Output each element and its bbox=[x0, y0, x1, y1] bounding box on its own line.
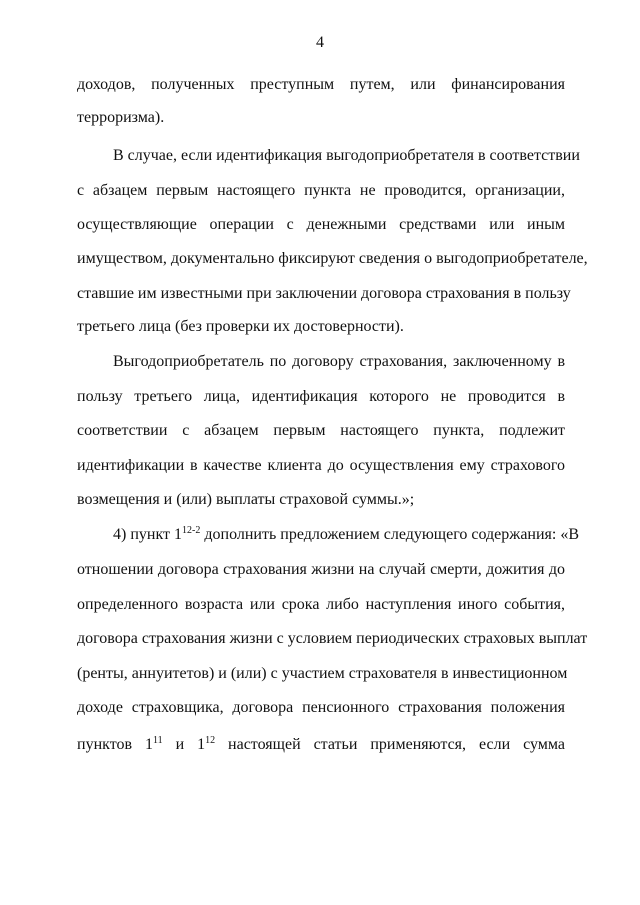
text-line: договора страхования жизни с условием периодических страховых выплат bbox=[77, 630, 588, 647]
text-line: отношении договора страхования жизни на случай смерти, дожития до bbox=[77, 561, 565, 578]
text-line bbox=[77, 735, 565, 755]
superscript: 12-2 bbox=[182, 525, 201, 536]
text-line: третьего лица (без проверки их достоверности). bbox=[77, 318, 404, 335]
text-line: ставшие им известными при заключении договора страхования в пользу bbox=[77, 285, 571, 302]
paragraph-first-line: Выгодоприобретатель по договору страхования, заключенному в bbox=[113, 353, 565, 370]
text-line: возмещения и (или) выплаты страховой суммы.»; bbox=[77, 491, 415, 508]
text-line: пользу третьего лица, идентификация которого не проводится в bbox=[77, 388, 565, 405]
text-segment: 4) пункт 1 bbox=[113, 526, 183, 543]
text-line: соответствии с абзацем первым настоящего пункта, подлежит bbox=[77, 422, 565, 439]
superscript: 11 bbox=[152, 735, 163, 746]
text-line: имуществом, документально фиксируют сведения о выгодоприобретателе, bbox=[77, 250, 588, 267]
text-line: идентификации в качестве клиента до осуществления ему страхового bbox=[77, 457, 565, 474]
text-segment: пунктов 1 bbox=[77, 736, 153, 753]
text-segment: дополнить предложением следующего содержания: «В bbox=[200, 526, 580, 543]
text-line: (ренты, аннуитетов) и (или) с участием страхователя в инвестиционном bbox=[77, 665, 568, 682]
text-line: с абзацем первым настоящего пункта не проводится, организации, bbox=[77, 182, 565, 199]
text-line: доходе страховщика, договора пенсионного страхования положения bbox=[77, 699, 565, 716]
superscript: 12 bbox=[205, 735, 216, 746]
text-line: терроризма). bbox=[77, 109, 165, 126]
text-line: определенного возраста или срока либо наступления иного события, bbox=[77, 596, 565, 613]
text-line: доходов, полученных преступным путем, или финансирования bbox=[77, 76, 565, 93]
paragraph-first-line: В случае, если идентификация выгодоприобретателя в соответствии bbox=[113, 147, 580, 164]
text-segment: настоящей статьи применяются, если сумма bbox=[215, 736, 565, 753]
page-number: 4 bbox=[316, 34, 324, 51]
text-segment: и 1 bbox=[162, 736, 206, 753]
paragraph-first-line bbox=[113, 525, 580, 545]
text-line: осуществляющие операции с денежными средствами или иным bbox=[77, 216, 565, 233]
